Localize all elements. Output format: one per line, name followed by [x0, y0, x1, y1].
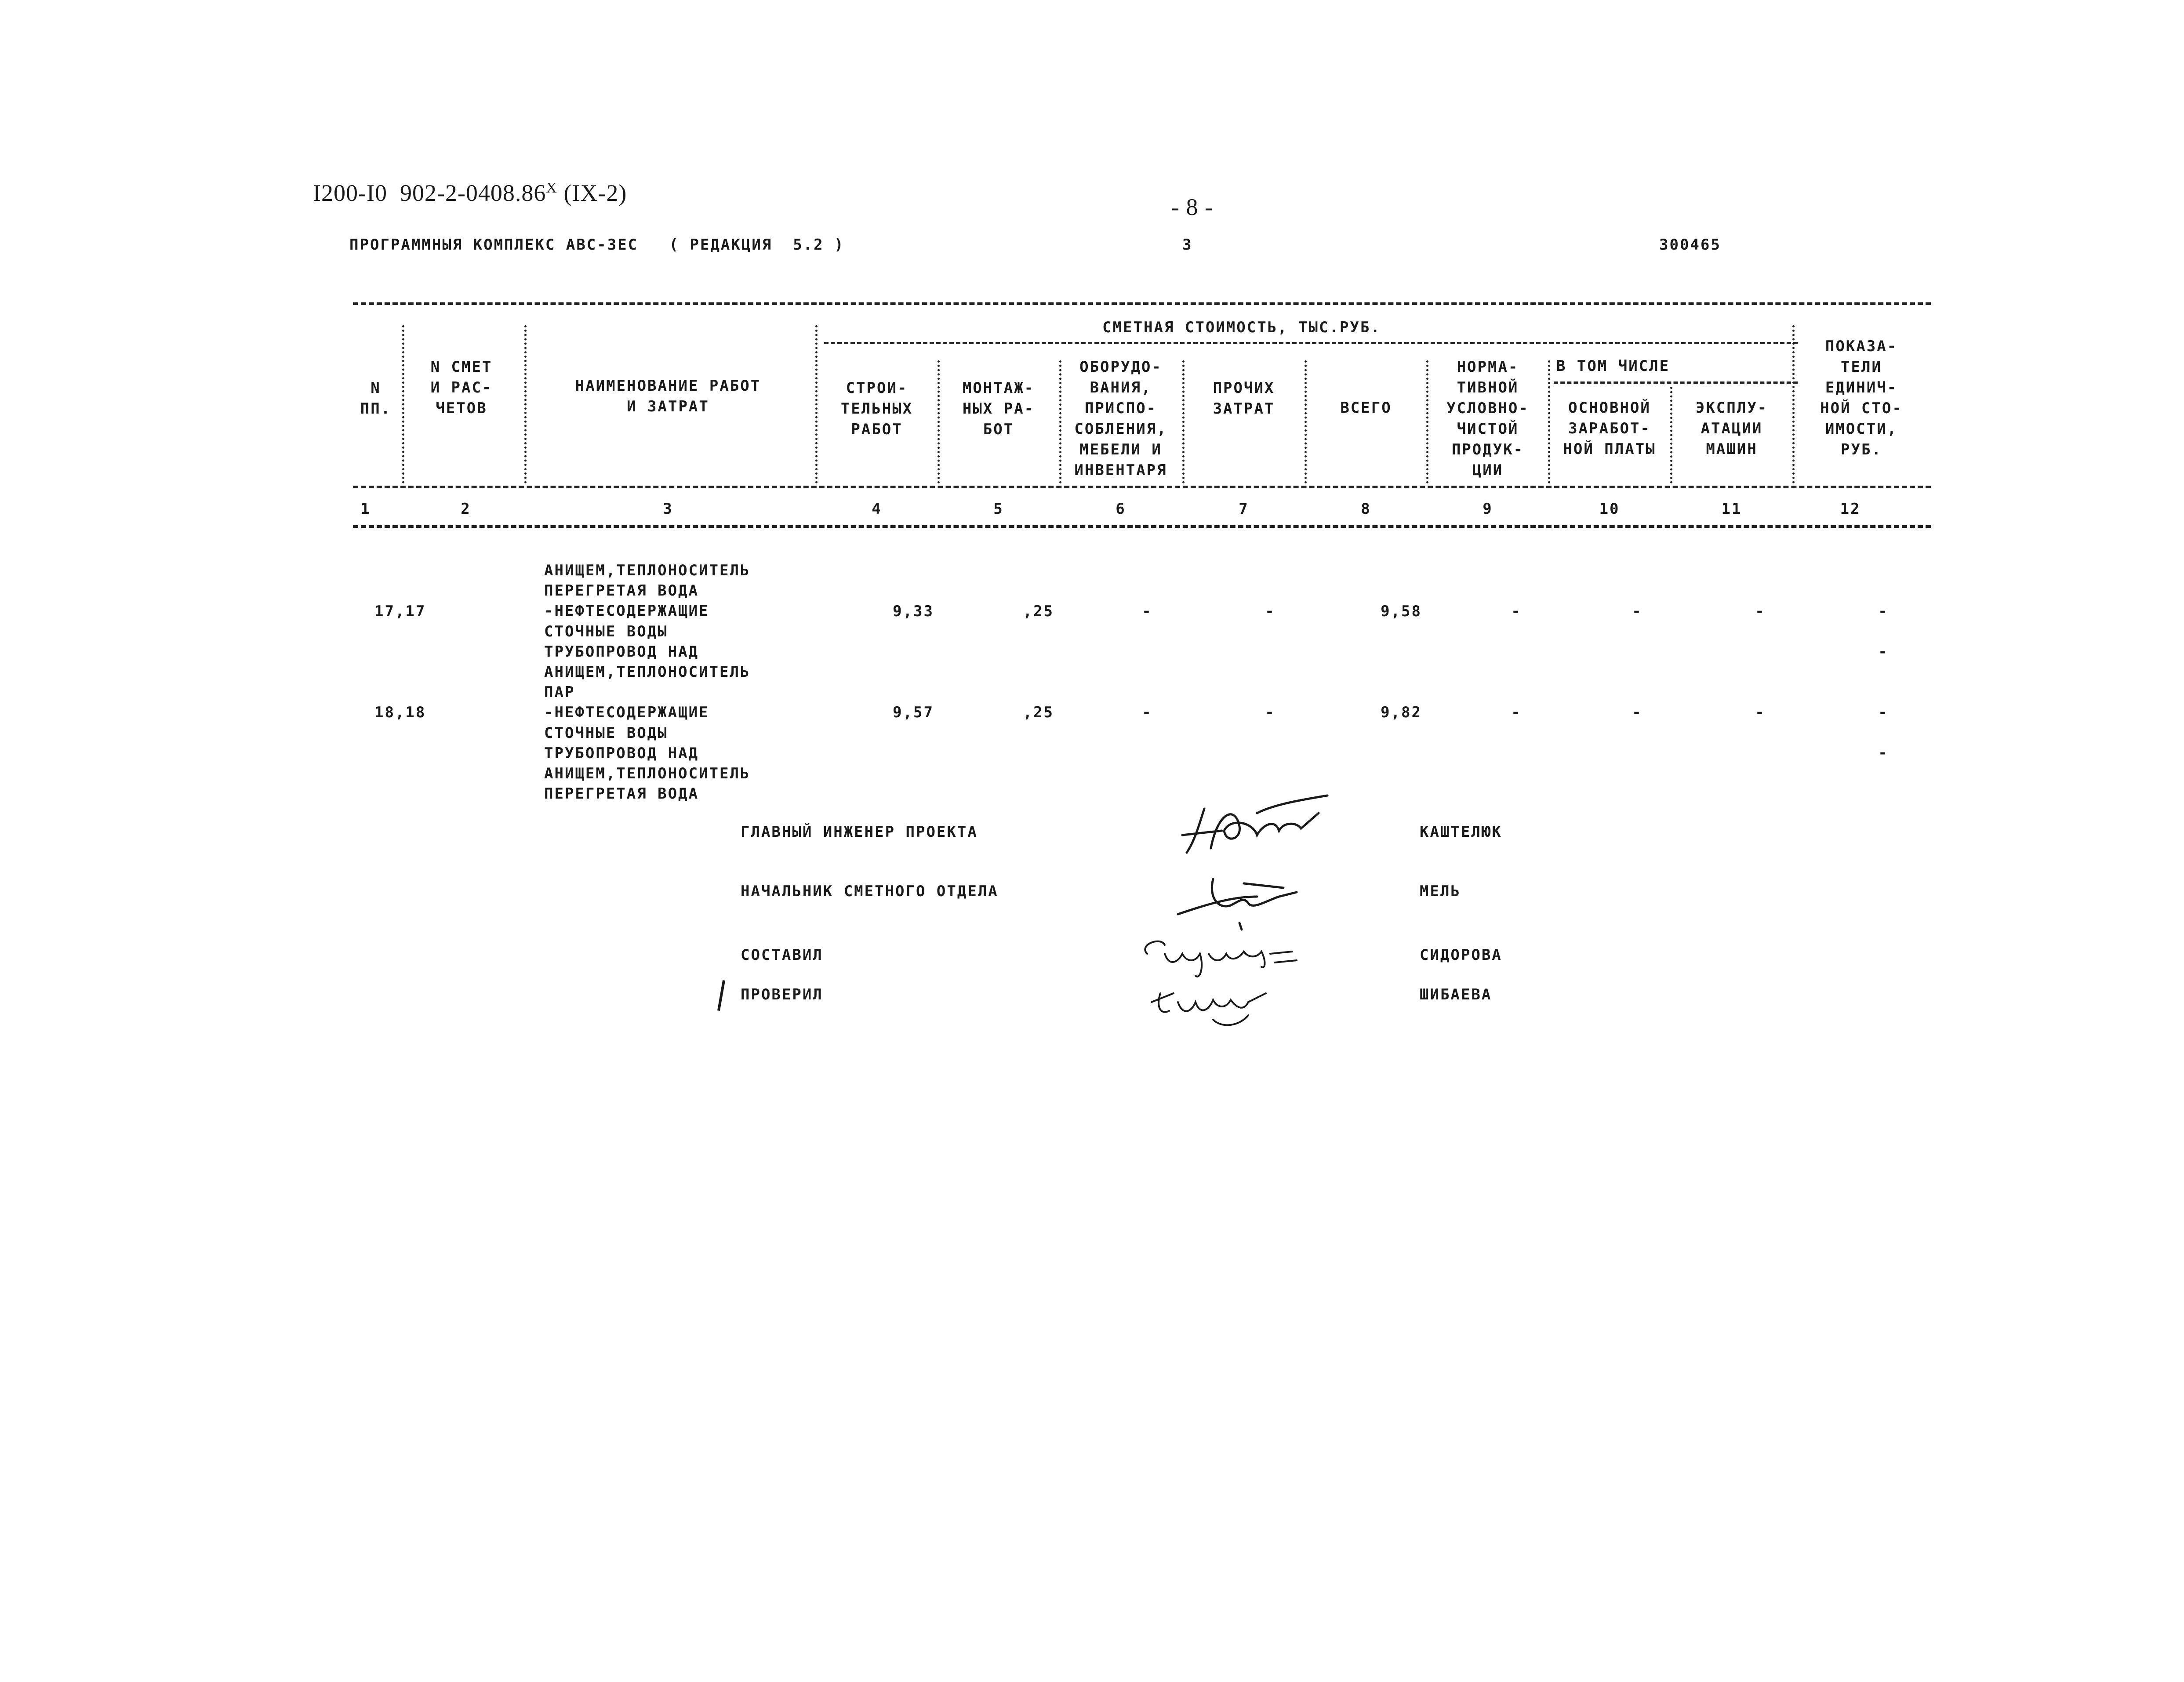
signature-name: ШИБАЕВА	[1420, 986, 1492, 1003]
header-col-1: N ПП.	[360, 379, 392, 418]
header-col-4: СТРОИ- ТЕЛЬНЫХ РАБОТ	[840, 379, 913, 438]
cell-total: 9,82	[1381, 704, 1422, 721]
cell-installation: ,25	[1023, 603, 1054, 620]
signature-estimate-head	[1169, 870, 1310, 936]
cell-construction: 9,57	[893, 704, 934, 721]
cell-unit-cost-extra: -	[1878, 744, 1889, 762]
cell-equipment: -	[1142, 603, 1152, 620]
work-description: АНИЩЕМ,ТЕПЛОНОСИТЕЛЬ ПЕРЕГРЕТАЯ ВОДА -НЕФТЕСОДЕРЖАЩИЕ СТОЧНЫЕ ВОДЫ ТРУБОПРОВОД НАД АНИЩЕМ,ТЕПЛОНОСИТЕЛЬ ПАР -НЕФТЕСОДЕРЖАЩИЕ СТОЧНЫЕ ВОДЫ ТРУБОПРОВОД НАД АНИЩЕМ,ТЕПЛОНОСИТЕЛЬ ПЕРЕГРЕТАЯ ВОДА	[544, 562, 751, 803]
cell-construction: 9,33	[893, 603, 934, 620]
document-code: I200-I0 $902-2-0408.86^X$ (IX-2)	[313, 180, 627, 206]
column-separator	[1059, 360, 1061, 483]
cell-other: -	[1265, 704, 1276, 721]
column-separator	[524, 325, 527, 483]
sheet-number: 3	[1182, 236, 1193, 254]
header-col-3: НАИМЕНОВАНИЕ РАБОТ И ЗАТРАТ	[575, 377, 761, 415]
signature-role: СОСТАВИЛ	[741, 946, 823, 964]
header-col-10: ОСНОВНОЙ ЗАРАБОТ- НОЙ ПЛАТЫ	[1563, 399, 1656, 458]
cell-total: 9,58	[1381, 603, 1422, 620]
subgroup-header: В ТОМ ЧИСЛЕ	[1556, 357, 1670, 375]
column-number: 12	[1840, 500, 1861, 518]
cell-unit-cost: -	[1878, 704, 1889, 721]
table-top-rule	[353, 302, 1931, 305]
column-number: 7	[1239, 500, 1249, 518]
column-separator	[1792, 325, 1795, 483]
signature-name: СИДОРОВА	[1420, 946, 1502, 964]
signature-role: ГЛАВНЫЙ ИНЖЕНЕР ПРОЕКТА	[741, 823, 978, 841]
column-number: 4	[872, 500, 882, 518]
column-number: 9	[1483, 500, 1493, 518]
column-number: 11	[1721, 500, 1742, 518]
column-separator	[1426, 360, 1428, 483]
signature-name: МЕЛЬ	[1420, 883, 1461, 900]
cell-normative: -	[1511, 704, 1522, 721]
cell-wages: -	[1632, 704, 1643, 721]
signature-role: НАЧАЛЬНИК СМЕТНОГО ОТДЕЛА	[741, 883, 999, 900]
column-numbers-rule	[353, 525, 1931, 528]
column-separator	[1182, 360, 1185, 483]
column-separator	[815, 325, 818, 483]
header-bottom-rule	[353, 486, 1931, 488]
header-col-5: МОНТАЖ- НЫХ РА- БОТ	[962, 379, 1035, 438]
row-number: 17,17	[374, 603, 426, 620]
subgroup-header-rule	[1554, 381, 1798, 384]
cell-installation: ,25	[1023, 704, 1054, 721]
column-separator	[402, 325, 404, 483]
header-col-2: N СМЕТ И РАС- ЧЕТОВ	[430, 358, 493, 417]
program-label: ПРОГРАММНЫЯ КОМПЛЕКС АВС-3ЕС ( РЕДАКЦИЯ 5.2 )	[349, 236, 845, 254]
column-separator	[938, 360, 940, 483]
header-col-12: ПОКАЗА- ТЕЛИ ЕДИНИЧ- НОЙ СТО- ИМОСТИ, РУБ.	[1820, 338, 1903, 458]
header-col-7: ПРОЧИХ ЗАТРАТ	[1213, 379, 1275, 418]
header-col-6: ОБОРУДО- ВАНИЯ, ПРИСПО- СОБЛЕНИЯ, МЕБЕЛИ И ИНВЕНТАРЯ	[1074, 358, 1167, 479]
cell-unit-cost-extra: -	[1878, 643, 1889, 661]
cell-machines: -	[1755, 704, 1766, 721]
cell-normative: -	[1511, 603, 1522, 620]
column-number: 3	[663, 500, 673, 518]
cell-unit-cost: -	[1878, 603, 1889, 620]
signature-name: КАШТЕЛЮК	[1420, 823, 1502, 841]
signature-chief-engineer	[1169, 787, 1345, 870]
header-col-11: ЭКСПЛУ- АТАЦИИ МАШИН	[1695, 399, 1768, 458]
column-number: 5	[993, 500, 1004, 518]
column-separator	[1548, 360, 1550, 483]
column-number: 6	[1116, 500, 1126, 518]
column-separator	[1670, 387, 1672, 483]
cell-wages: -	[1632, 603, 1643, 620]
signature-role: ПРОВЕРИЛ	[741, 986, 823, 1003]
check-mark	[717, 980, 725, 1011]
cell-equipment: -	[1142, 704, 1152, 721]
cell-other: -	[1265, 603, 1276, 620]
header-col-8: ВСЕГО	[1340, 399, 1392, 417]
header-col-9: НОРМА- ТИВНОЙ УСЛОВНО- ЧИСТОЙ ПРОДУК- ЦИИ	[1446, 358, 1529, 479]
page-number: - 8 -	[1171, 194, 1213, 220]
column-number: 1	[360, 500, 371, 518]
column-number: 2	[461, 500, 471, 518]
printout-code: 300465	[1659, 236, 1721, 254]
column-separator	[1305, 360, 1307, 483]
column-number: 10	[1599, 500, 1620, 518]
group-header: СМЕТНАЯ СТОИМОСТЬ, ТЫС.РУБ.	[1102, 319, 1381, 336]
group-header-rule	[824, 342, 1798, 344]
row-number: 18,18	[374, 704, 426, 721]
signature-compiled-by	[1134, 927, 1327, 1042]
column-number: 8	[1361, 500, 1371, 518]
cell-machines: -	[1755, 603, 1766, 620]
